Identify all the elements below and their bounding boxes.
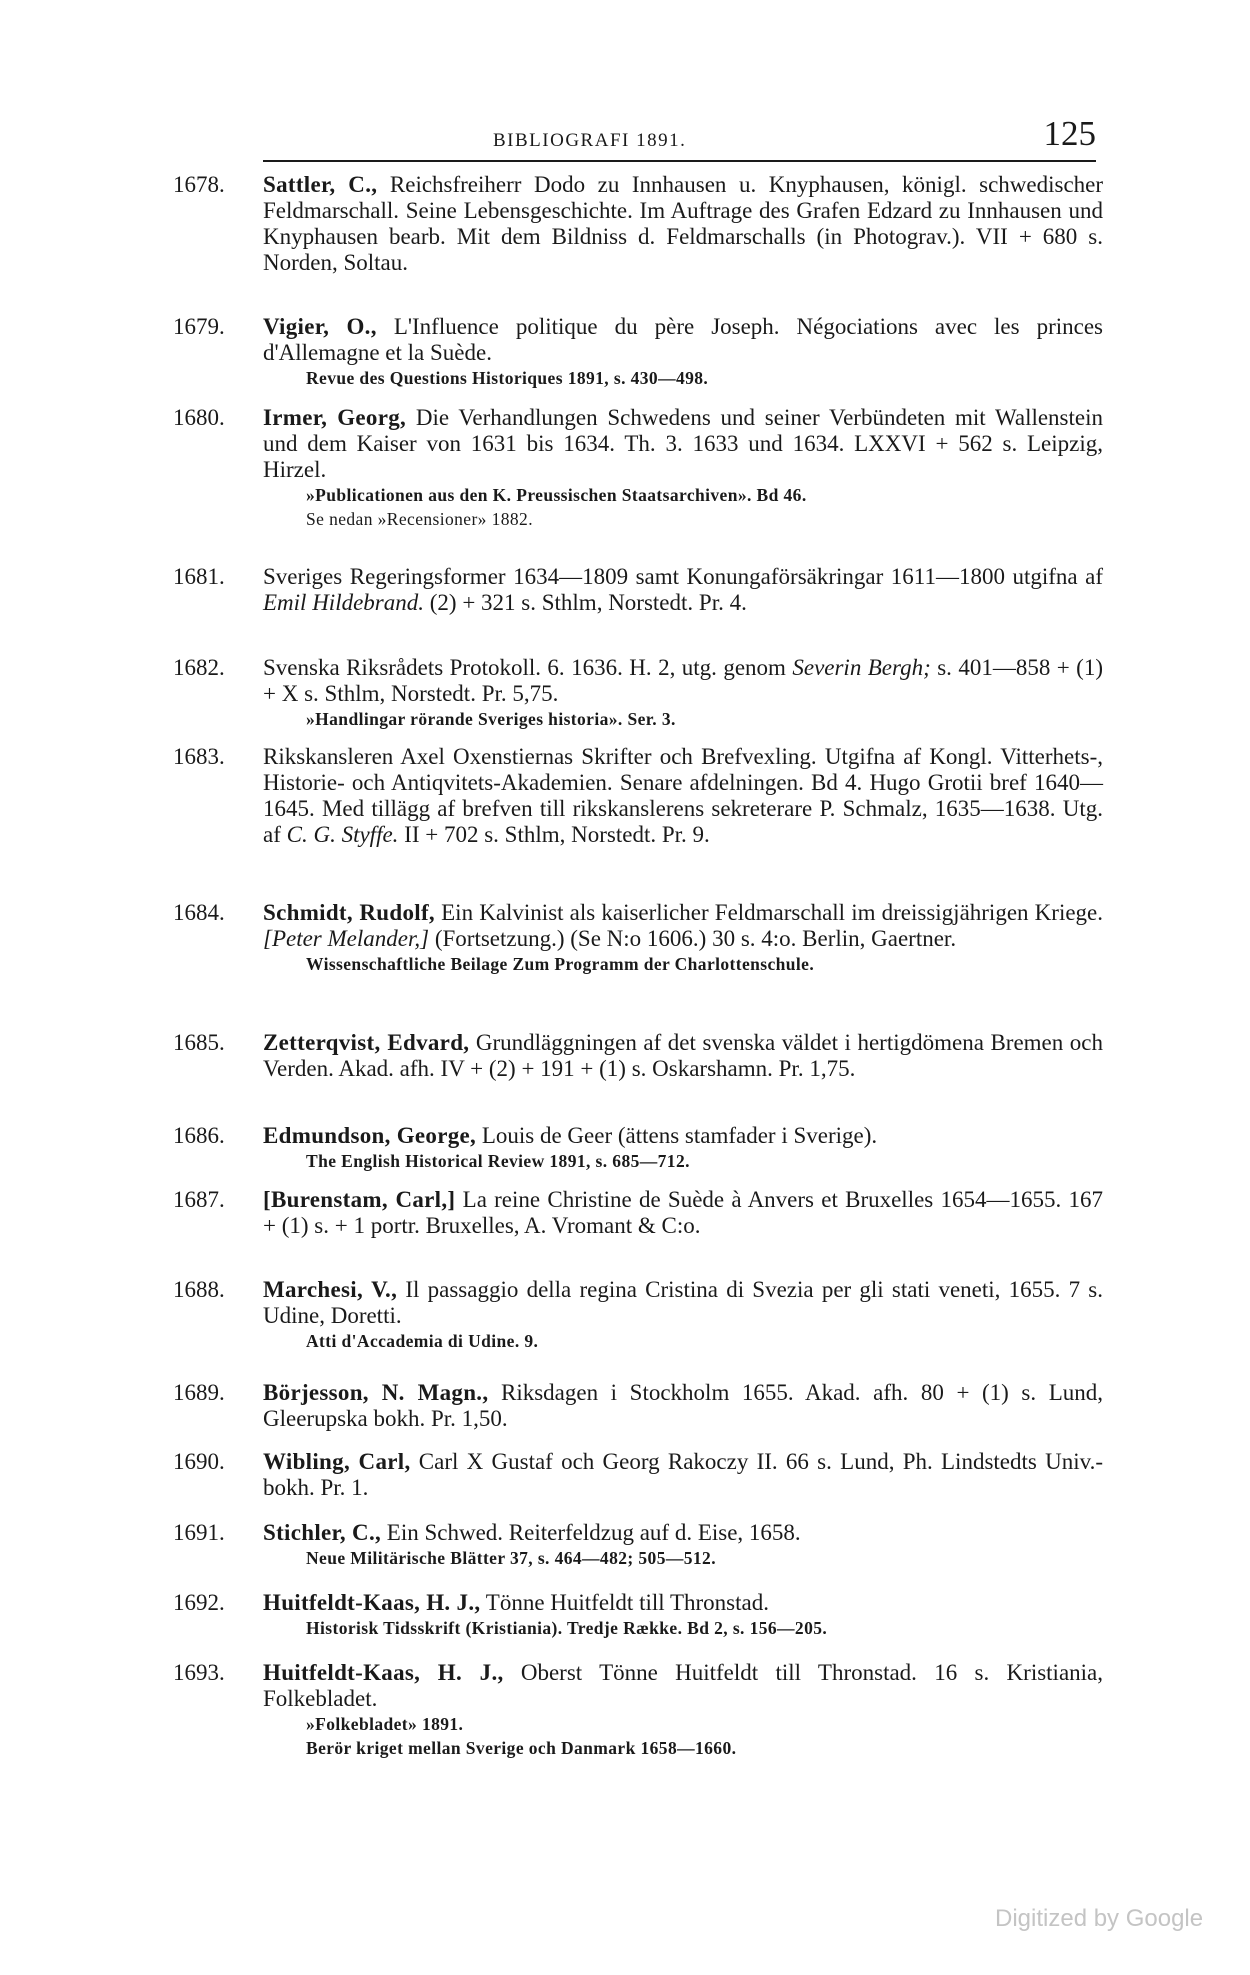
entry-author: Huitfeldt-Kaas, H. J., xyxy=(263,1660,504,1685)
entry-text xyxy=(263,564,1103,616)
entry-subject: [Peter Melander,] xyxy=(263,926,430,951)
entry-number: 1682. xyxy=(173,655,225,680)
entry-title: Ein Schwed. Reiterfeldzug auf d. Eise, 1658. xyxy=(386,1520,801,1545)
entry-number: 1681. xyxy=(173,564,225,589)
entry-title: Reichsfreiherr Dodo zu Innhausen u. Knyphausen, königl. schwedischer Feldmarschall. Seine Lebensgeschichte. Im Auftrage des Grafen Edzard zu Innhausen und Knyphausen bearb. Mit dem Bildniss d. Feldmarschalls (in Photograv.). VII + 680 s. Norden, Soltau. xyxy=(263,172,1104,275)
entry-number: 1683. xyxy=(173,744,225,769)
digitized-watermark: Digitized by Google xyxy=(995,1905,1204,1932)
entry-number: 1689. xyxy=(173,1380,225,1405)
entry-author: Schmidt, Rudolf, xyxy=(263,900,435,925)
entry-source: »Folkebladet» 1891. xyxy=(306,1714,464,1734)
entry-number: 1688. xyxy=(173,1277,225,1302)
page-header xyxy=(263,112,1096,162)
entry-text xyxy=(263,172,1103,276)
bibliography-entry-1683 xyxy=(173,744,1103,848)
bibliography-entry-1680 xyxy=(173,405,1103,531)
entry-editor: Severin Bergh; xyxy=(792,655,931,680)
entry-title: Grundläggningen af det svenska väldet i hertigdömena Bremen och Verden. Akad. afh. IV + (2) + 191 + (1) s. Oskarshamn. Pr. 1,75. xyxy=(263,1030,1104,1081)
entry-text xyxy=(263,1030,1103,1082)
entry-number: 1679. xyxy=(173,314,225,339)
entry-source: Historisk Tidsskrift (Kristiania). Tredje Række. Bd 2, s. 156—205. xyxy=(306,1618,828,1638)
entry-number: 1686. xyxy=(173,1123,225,1148)
bibliography-entry-1689 xyxy=(173,1380,1103,1432)
entry-number: 1691. xyxy=(173,1520,225,1545)
entry-author: Vigier, O., xyxy=(263,314,377,339)
entry-source: »Publicationen aus den K. Preussischen Staatsarchiven». Bd 46. xyxy=(306,485,807,505)
entry-number: 1692. xyxy=(173,1590,225,1615)
bibliography-entry-1693 xyxy=(173,1660,1103,1760)
entry-editor: C. G. Styffe. xyxy=(286,822,399,847)
entry-title: Svenska Riksrådets Protokoll. 6. 1636. H. 2, utg. genom xyxy=(263,655,793,680)
bibliography-entry-1685 xyxy=(173,1030,1103,1082)
entry-title: Ein Kalvinist als kaiserlicher Feldmarschall im dreissigjährigen Kriege. xyxy=(441,900,1103,925)
entry-editor: Emil Hildebrand. xyxy=(263,590,424,615)
entry-text xyxy=(263,1660,1103,1712)
entry-text xyxy=(263,744,1103,848)
entry-number: 1684. xyxy=(173,900,225,925)
entry-text xyxy=(263,655,1103,707)
entry-title: Tönne Huitfeldt till Thronstad. xyxy=(485,1590,769,1615)
entry-imprint: (Fortsetzung.) (Se N:o 1606.) 30 s. 4:o. Berlin, Gaertner. xyxy=(429,926,957,951)
entry-source: Revue des Questions Historiques 1891, s. 430—498. xyxy=(306,368,709,388)
entry-number: 1690. xyxy=(173,1449,225,1474)
entry-text xyxy=(263,1520,1103,1546)
entry-title: La reine Christine de Suède à Anvers et Bruxelles 1654—1655. 167 + (1) s. + 1 portr. Bruxelles, A. Vromant & C:o. xyxy=(263,1187,1104,1238)
entry-imprint: (2) + 321 s. Sthlm, Norstedt. Pr. 4. xyxy=(424,590,747,615)
entry-author: Wibling, Carl, xyxy=(263,1449,411,1474)
entry-author: Huitfeldt-Kaas, H. J., xyxy=(263,1590,481,1615)
entry-title: Carl X Gustaf och Georg Rakoczy II. 66 s. Lund, Ph. Lindstedts Univ.-bokh. Pr. 1. xyxy=(263,1449,1104,1500)
entry-text xyxy=(263,1380,1103,1432)
bibliography-entry-1687 xyxy=(173,1187,1103,1239)
entry-text xyxy=(263,900,1103,952)
entry-text xyxy=(263,314,1103,366)
bibliography-entry-1690 xyxy=(173,1449,1103,1501)
entry-author: Zetterqvist, Edvard, xyxy=(263,1030,470,1055)
entry-number: 1678. xyxy=(173,172,225,197)
entry-author: Edmundson, George, xyxy=(263,1123,477,1148)
bibliography-entry-1682 xyxy=(173,655,1103,731)
bibliography-entry-1681 xyxy=(173,564,1103,616)
bibliography-entry-1691 xyxy=(173,1520,1103,1570)
entry-title: Die Verhandlungen Schwedens und seiner Verbündeten mit Wallenstein und dem Kaiser von 1631 bis 1634. Th. 3. 1633 und 1634. LXXVI + 562 s. Leipzig, Hirzel. xyxy=(263,405,1103,482)
entry-source: The English Historical Review 1891, s. 685—712. xyxy=(306,1151,690,1171)
entry-source: Wissenschaftliche Beilage Zum Programm der Charlottenschule. xyxy=(306,954,815,974)
entry-imprint: II + 702 s. Sthlm, Norstedt. Pr. 9. xyxy=(398,822,710,847)
entry-author: Marchesi, V., xyxy=(263,1277,398,1302)
bibliography-entry-1688 xyxy=(173,1277,1103,1353)
entry-number: 1680. xyxy=(173,405,225,430)
entry-author: Börjesson, N. Magn., xyxy=(263,1380,489,1405)
entry-number: 1687. xyxy=(173,1187,225,1212)
entry-author: Stichler, C., xyxy=(263,1520,382,1545)
entry-title: Louis de Geer (ättens stamfader i Sverige). xyxy=(481,1123,878,1148)
entry-author: Sattler, C., xyxy=(263,172,378,197)
entry-text xyxy=(263,1277,1103,1329)
entry-note: Se nedan »Recensioner» 1882. xyxy=(306,509,533,529)
entry-text xyxy=(263,1123,1103,1149)
entry-source: Atti d'Accademia di Udine. 9. xyxy=(306,1331,539,1351)
entry-author: Irmer, Georg, xyxy=(263,405,407,430)
entry-text xyxy=(263,405,1103,483)
bibliography-entry-1678 xyxy=(173,172,1103,276)
entry-author: [Burenstam, Carl,] xyxy=(263,1187,456,1212)
running-title: BIBLIOGRAFI 1891. xyxy=(493,130,687,151)
entry-number: 1685. xyxy=(173,1030,225,1055)
bibliography-entry-1686 xyxy=(173,1123,1103,1173)
entry-note: Berör kriget mellan Sverige och Danmark 1658—1660. xyxy=(306,1738,737,1758)
entry-text xyxy=(263,1187,1103,1239)
page-number: 125 xyxy=(1043,114,1096,153)
entry-title: Rikskansleren Axel Oxenstiernas Skrifter och Brefvexling. Utgifna af Kongl. Vitterhets-, Historie- och Antiqvitets-Akademien. Senare afdelningen. Bd 4. Hugo Grotii bref 1640—1645. Med tillägg af brefven till rikskanslerens sekreterare P. Schmalz, 1635—1638. Utg. af xyxy=(263,744,1103,847)
header-rule xyxy=(263,160,1096,162)
entry-title: Il passaggio della regina Cristina di Svezia per gli stati veneti, 1655. 7 s. Udine, Doretti. xyxy=(263,1277,1104,1328)
bibliography-entry-1692 xyxy=(173,1590,1103,1640)
entry-title: Sveriges Regeringsformer 1634—1809 samt Konungaförsäkringar 1611—1800 utgifna af xyxy=(263,564,1103,589)
entry-imprint: s. 401—858 + (1) + X s. Sthlm, Norstedt. Pr. 5,75. xyxy=(263,655,1103,706)
entry-title: L'Influence politique du père Joseph. Négociations avec les princes d'Allemagne et la Suède. xyxy=(263,314,1104,365)
bibliography-entry-1684 xyxy=(173,900,1103,976)
entry-title: Riksdagen i Stockholm 1655. Akad. afh. 80 + (1) s. Lund, Gleerupska bokh. Pr. 1,50. xyxy=(263,1380,1103,1431)
entry-text xyxy=(263,1590,1103,1616)
entry-number: 1693. xyxy=(173,1660,225,1685)
entry-source: »Handlingar rörande Sveriges historia». Ser. 3. xyxy=(306,709,676,729)
entry-source: Neue Militärische Blätter 37, s. 464—482; 505—512. xyxy=(306,1548,716,1568)
entry-title: Oberst Tönne Huitfeldt till Thronstad. 16 s. Kristiania, Folkebladet. xyxy=(263,1660,1104,1711)
bibliography-entry-1679 xyxy=(173,314,1103,390)
entry-text xyxy=(263,1449,1103,1501)
